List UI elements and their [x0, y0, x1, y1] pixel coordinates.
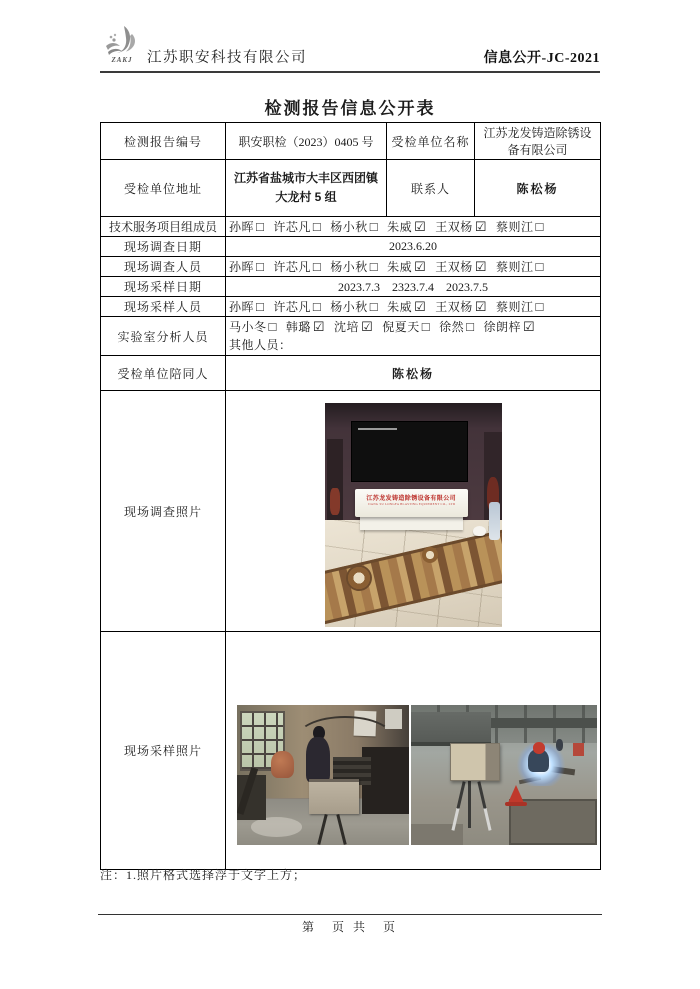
sampling-photo-right — [411, 705, 597, 845]
member-checkbox: 韩璐 ☑ — [285, 319, 326, 334]
lab-staff-checkboxes — [229, 318, 597, 337]
steel-plate — [509, 799, 597, 845]
team-label: 技术服务项目组成员 — [101, 217, 226, 237]
lobby-screen — [351, 421, 468, 481]
survey-staff-checkboxes — [226, 257, 601, 277]
checkbox-icon: □ — [421, 319, 431, 334]
member-checkbox: 王双杨 ☑ — [435, 219, 487, 234]
tripod-leg — [468, 781, 471, 829]
member-checkbox: 许芯凡 □ — [273, 219, 322, 234]
member-checkbox: 孙晖 □ — [229, 299, 265, 314]
escort-value: 陈松杨 — [226, 356, 601, 391]
checkbox-icon: ☑ — [361, 319, 374, 334]
member-checkbox: 杨小秋 □ — [330, 219, 379, 234]
member-checkbox: 杨小秋 □ — [330, 299, 379, 314]
site-survey-photo — [325, 403, 502, 627]
checkbox-icon: ☑ — [474, 259, 487, 274]
checkbox-icon: ☑ — [474, 299, 487, 314]
member-checkbox: 蔡则江 □ — [495, 219, 544, 234]
sampling-instrument-box — [309, 779, 359, 814]
form-title: 检测报告信息公开表 — [264, 99, 436, 118]
lobby-screen-text — [358, 428, 397, 430]
member-checkbox: 蔡则江 □ — [495, 259, 544, 274]
logo-text: ZAKJ — [111, 56, 133, 64]
checkbox-icon: □ — [312, 259, 322, 274]
checkbox-icon: □ — [256, 259, 265, 274]
page-header — [100, 24, 600, 73]
lobby-reception-desk — [355, 489, 468, 517]
checkbox-icon: □ — [369, 299, 379, 314]
checkbox-icon: □ — [312, 299, 322, 314]
sampling-date-value: 2023.7.3 2323.7.4 2023.7.5 — [226, 277, 601, 297]
company-logo-icon — [100, 24, 144, 70]
escort-label: 受检单位陪同人 — [101, 356, 226, 391]
company-name: 江苏职安科技有限公司 — [147, 50, 307, 66]
member-checkbox: 朱威 ☑ — [387, 259, 427, 274]
checkbox-icon: □ — [466, 319, 475, 334]
checkbox-icon: □ — [535, 219, 544, 234]
lobby-decor-left — [330, 488, 341, 515]
red-cone — [508, 785, 524, 803]
page-number-text: 第 页 共 页 — [301, 920, 398, 934]
member-checkbox: 王双杨 ☑ — [435, 299, 487, 314]
member-checkbox: 马小冬 □ — [229, 319, 277, 334]
lobby-mosaic-medallion — [422, 547, 438, 563]
member-checkbox: 朱威 ☑ — [387, 219, 427, 234]
report-no-label: 检测报告编号 — [101, 123, 226, 160]
survey-photo-label: 现场调查照片 — [101, 391, 226, 632]
contact-value: 陈松杨 — [475, 160, 601, 217]
member-checkbox: 杨小秋 □ — [330, 259, 379, 274]
checkbox-icon: □ — [256, 299, 265, 314]
checkbox-icon: ☑ — [414, 219, 427, 234]
checkbox-icon: ☑ — [522, 319, 536, 334]
worker-figure — [306, 737, 330, 782]
checkbox-icon: □ — [312, 219, 322, 234]
member-checkbox: 徐朗梓 ☑ — [483, 319, 536, 334]
sampling-photo-left — [237, 705, 409, 845]
member-checkbox: 蔡则江 □ — [495, 299, 544, 314]
checkbox-icon: ☑ — [474, 219, 487, 234]
red-equipment — [573, 743, 584, 756]
checkbox-icon: □ — [369, 219, 379, 234]
logo-graphic-icon — [102, 24, 142, 60]
sampling-staff-label: 现场采样人员 — [101, 297, 226, 317]
lobby-desk-base — [360, 517, 463, 529]
member-checkbox: 朱威 ☑ — [387, 299, 427, 314]
lobby-white-object — [473, 526, 486, 536]
checkbox-icon: ☑ — [414, 259, 427, 274]
overhead-machine — [411, 712, 491, 746]
floor-patch — [251, 817, 302, 837]
checkbox-icon: □ — [369, 259, 379, 274]
lab-staff-label: 实验室分析人员 — [101, 317, 226, 356]
checkbox-icon: □ — [268, 319, 277, 334]
member-checkbox: 许芯凡 □ — [273, 299, 322, 314]
checkbox-icon: □ — [535, 299, 544, 314]
survey-staff-label: 现场调查人员 — [101, 257, 226, 277]
survey-photo-cell — [226, 391, 601, 632]
welder-red-helmet — [533, 742, 545, 753]
sampling-staff-checkboxes — [226, 297, 601, 317]
address-value: 江苏省盐城市大丰区西团镇大龙村 5 组 — [226, 160, 387, 217]
lab-staff-cell — [226, 317, 601, 356]
tripod-leg — [478, 781, 492, 831]
lobby-desk-subtext: JIANG SU LONGFA BLASTING EQUIPMENT CO., LTD — [367, 502, 455, 507]
member-checkbox: 徐然 □ — [439, 319, 475, 334]
survey-date-label: 现场调查日期 — [101, 237, 226, 257]
unit-name-label: 受检单位名称 — [387, 123, 475, 160]
sampling-photos — [237, 705, 597, 845]
report-form-table — [100, 122, 601, 870]
member-checkbox: 孙晖 □ — [229, 259, 265, 274]
report-no-value: 职安职检（2023）0405 号 — [226, 123, 387, 160]
red-drum — [271, 751, 293, 778]
address-label: 受检单位地址 — [101, 160, 226, 217]
footnote: 注：1.照片格式选择浮于文字上方； — [100, 868, 307, 882]
member-checkbox: 沈培 ☑ — [334, 319, 374, 334]
member-checkbox: 王双杨 ☑ — [435, 259, 487, 274]
unit-name-value: 江苏龙发铸造除锈设备有限公司 — [475, 123, 601, 160]
checkbox-icon: □ — [256, 219, 265, 234]
red-cone-base — [505, 802, 527, 806]
survey-date-value: 2023.6.20 — [226, 237, 601, 257]
lobby-desk-text: 江苏龙发铸造除锈设备有限公司 — [366, 496, 457, 503]
team-members-checkboxes — [226, 217, 601, 237]
checkbox-icon: ☑ — [312, 319, 326, 334]
sampling-photo-label: 现场采样照片 — [101, 632, 226, 870]
sampling-instrument-box — [450, 743, 500, 781]
sampling-photo-cell — [226, 632, 601, 870]
member-checkbox: 倪夏天 □ — [382, 319, 431, 334]
sampling-date-label: 现场采样日期 — [101, 277, 226, 297]
lobby-person-leg — [489, 502, 500, 540]
footer-divider — [98, 914, 602, 915]
doc-code: 信息公开-JC-2021 — [483, 51, 600, 66]
contact-label: 联系人 — [387, 160, 475, 217]
member-checkbox: 许芯凡 □ — [273, 259, 322, 274]
lab-other-label: 其他人员： — [229, 337, 292, 352]
member-checkbox: 孙晖 □ — [229, 219, 265, 234]
checkbox-icon: □ — [535, 259, 544, 274]
checkbox-icon: ☑ — [414, 299, 427, 314]
